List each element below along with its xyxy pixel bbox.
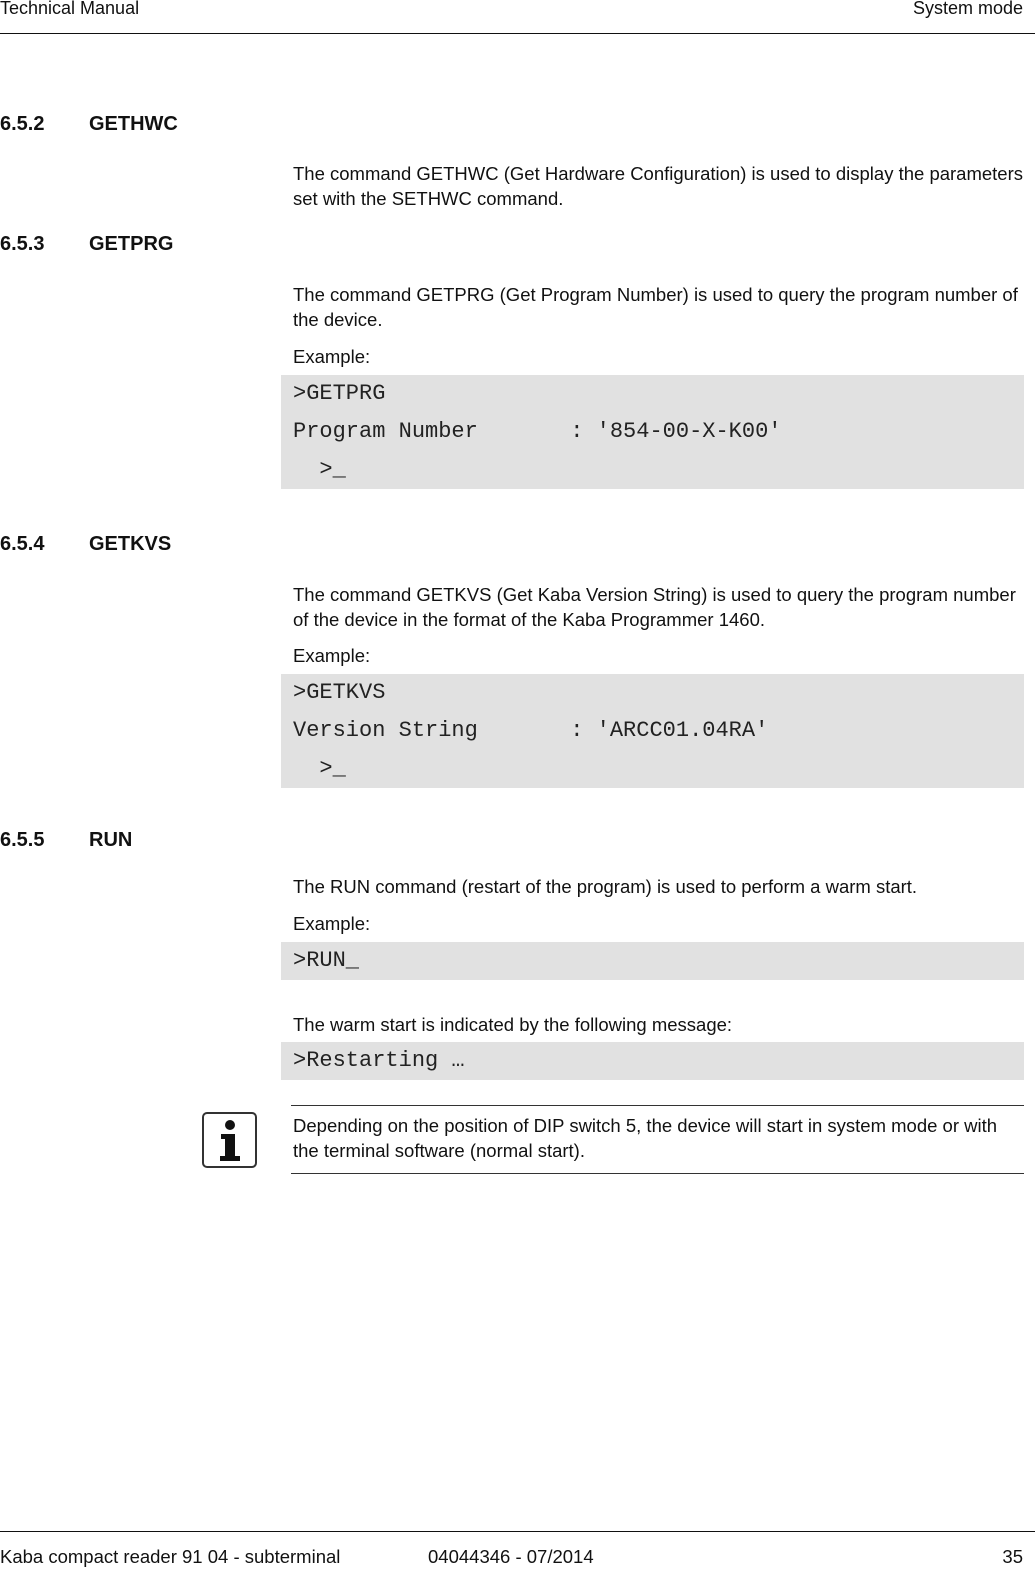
code-line: >Restarting … [293, 1048, 465, 1073]
footer-doc-number: 04044346 - 07/2014 [428, 1546, 594, 1567]
run-warm-start-text: The warm start is indicated by the following message: [293, 1014, 733, 1035]
section-title: RUN [89, 829, 133, 851]
note-top-rule [291, 1105, 1024, 1106]
getkvs-example-label: Example: [293, 645, 371, 666]
getkvs-code-block [281, 674, 1024, 788]
page-footer [0, 1531, 1035, 1585]
run-description: The RUN command (restart of the program) is used to perform a warm start. [293, 876, 918, 897]
section-heading-getprg [0, 233, 173, 256]
note-bottom-rule [291, 1173, 1024, 1174]
code-line: Version String : 'ARCC01.04RA' [293, 718, 769, 743]
page-number: 35 [1002, 1546, 1023, 1567]
header-chapter: System mode [912, 0, 1023, 18]
code-line: >GETPRG [293, 381, 386, 406]
gethwc-description: The command GETHWC (Get Hardware Configuration) is used to display the parameters set with the SETHWC command. [293, 163, 1024, 209]
code-line: >_ [293, 756, 346, 781]
section-number: 6.5.4 [0, 533, 45, 555]
section-heading-gethwc [0, 113, 178, 136]
restart-code-block [281, 1042, 1024, 1080]
section-number: 6.5.5 [0, 829, 45, 851]
getkvs-description: The command GETKVS (Get Kaba Version String) is used to query the program number of the device in the format of the Kaba Programmer 1460. [293, 584, 1016, 630]
note-text: Depending on the position of DIP switch 5, the device will start in system mode or with the terminal software (normal start). [293, 1115, 998, 1161]
section-number: 6.5.2 [0, 113, 45, 135]
header-title: Technical Manual [0, 0, 140, 18]
section-title: GETHWC [89, 113, 178, 135]
getprg-example-label: Example: [293, 346, 371, 367]
getprg-code-block [281, 375, 1024, 489]
section-title: GETKVS [89, 533, 172, 555]
run-example-label: Example: [293, 913, 371, 934]
code-line: >RUN_ [293, 948, 360, 973]
page-header [0, 0, 1035, 34]
getprg-description: The command GETPRG (Get Program Number) is used to query the program number of the device. [293, 284, 1018, 330]
section-title: GETPRG [89, 233, 174, 255]
run-code-block [281, 942, 1024, 980]
footer-product: Kaba compact reader 91 04 - subterminal [0, 1546, 341, 1567]
section-number: 6.5.3 [0, 233, 45, 255]
info-icon [202, 1112, 257, 1168]
code-line: >_ [293, 457, 346, 482]
code-line: Program Number : '854-00-X-K00' [293, 419, 782, 444]
section-heading-getkvs [0, 533, 171, 556]
code-line: >GETKVS [293, 680, 386, 705]
section-heading-run [0, 829, 132, 852]
